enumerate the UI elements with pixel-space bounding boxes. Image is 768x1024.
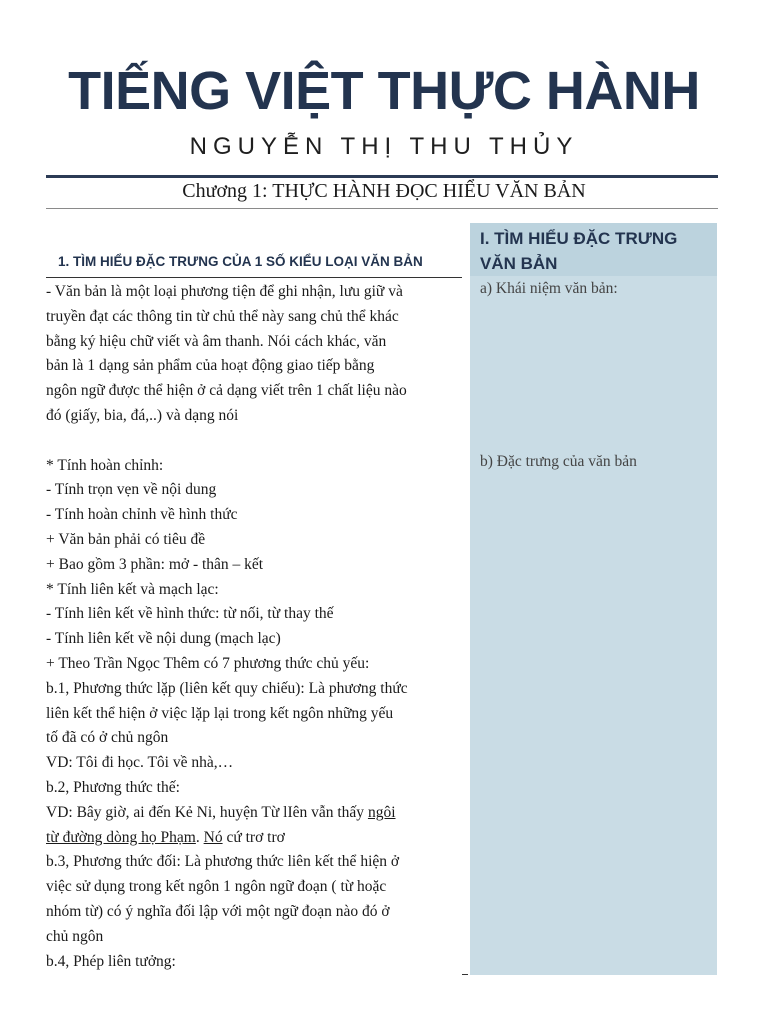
content-line: ngôn ngữ được thể hiện ở cả dạng viết trên 1 chất liệu nào <box>46 382 407 400</box>
sidebar-title: I. TÌM HIỂU ĐẶC TRƯNG VĂN BẢN <box>480 229 678 273</box>
underlined-word: ngôi <box>367 803 396 821</box>
content-line: - Văn bản là một loại phương tiện để ghi nhận, lưu giữ và <box>46 283 403 300</box>
content-line: truyền đạt các thông tin từ chủ thể này sang chủ thể khác <box>46 307 399 325</box>
sidebar-panel <box>470 223 717 975</box>
content-line: tố đã có ở chủ ngôn <box>46 729 169 747</box>
chapter-heading: Chương 1: THỰC HÀNH ĐỌC HIỂU VĂN BẢN <box>182 180 586 202</box>
content-line: nhóm từ) có ý nghĩa đối lập với một ngữ đoạn nào đó ở <box>46 902 390 920</box>
content-line: b.4, Phép liên tưởng: <box>46 952 176 970</box>
sidebar-header <box>470 223 717 276</box>
example-suffix: cứ trơ trơ <box>222 828 285 846</box>
section-heading-underline <box>46 277 462 278</box>
content-line: đó (giấy, bia, đá,..) và dạng nói <box>46 406 239 424</box>
content-line: việc sử dụng trong kết ngôn 1 ngôn ngữ đoạn ( từ hoặc <box>46 878 387 896</box>
content-line <box>46 429 462 454</box>
document-title: TIẾNG VIỆT THỰC HÀNH <box>68 61 700 121</box>
content-line: * Tính hoàn chỉnh: <box>46 456 164 474</box>
chapter-divider <box>46 208 718 209</box>
content-line: VD: Tôi đi học. Tôi về nhà,… <box>46 754 234 772</box>
content-line: * Tính liên kết và mạch lạc: <box>46 580 219 598</box>
example-mid: . <box>195 828 204 846</box>
content-line: bản là 1 dạng sản phẩm của hoạt động giao tiếp bằng <box>46 357 375 375</box>
example-sentence-cont <box>46 826 462 851</box>
example-sentence <box>46 801 462 826</box>
margin-tick <box>462 974 468 975</box>
content-line: - Tính hoàn chỉnh về hình thức <box>46 506 238 524</box>
section-heading: 1. TÌM HIỂU ĐẶC TRƯNG CỦA 1 SỐ KIỂU LOẠI VĂN BẢN <box>58 254 423 269</box>
content-line: + Bao gồm 3 phần: mở - thân – kết <box>46 555 264 573</box>
content-line: + Theo Trần Ngọc Thêm có 7 phương thức chủ yếu: <box>46 654 370 672</box>
content-line: liên kết thể hiện ở việc lặp lại trong kết ngôn những yếu <box>46 704 394 722</box>
content-line: + Văn bản phải có tiêu đề <box>46 530 206 548</box>
content-line: - Tính trọn vẹn về nội dung <box>46 481 217 499</box>
underlined-phrase: từ đường dòng họ Phạm <box>46 828 196 846</box>
content-line: b.1, Phương thức lặp (liên kết quy chiếu): Là phương thức <box>46 679 408 697</box>
underlined-pronoun: Nó <box>203 828 223 846</box>
sidebar-item-characteristics: b) Đặc trưng của văn bản <box>480 453 637 470</box>
content-line: bằng ký hiệu chữ viết và âm thanh. Nói cách khác, văn <box>46 332 387 350</box>
sidebar-item-definition: a) Khái niệm văn bản: <box>480 280 618 297</box>
example-prefix: VD: Bây giờ, ai đến Kẻ Ni, huyện Từ lIên vẫn thấy <box>46 803 368 821</box>
content-line: - Tính liên kết về hình thức: từ nối, từ thay thế <box>46 605 334 623</box>
author-name: NGUYỄN THỊ THU THỦY <box>189 133 579 160</box>
top-divider <box>46 175 718 178</box>
main-content <box>46 280 462 974</box>
content-line: b.2, Phương thức thế: <box>46 778 180 796</box>
content-line: - Tính liên kết về nội dung (mạch lạc) <box>46 630 281 648</box>
content-line: chủ ngôn <box>46 927 104 945</box>
content-line: b.3, Phương thức đối: Là phương thức liên kết thể hiện ở <box>46 853 400 871</box>
